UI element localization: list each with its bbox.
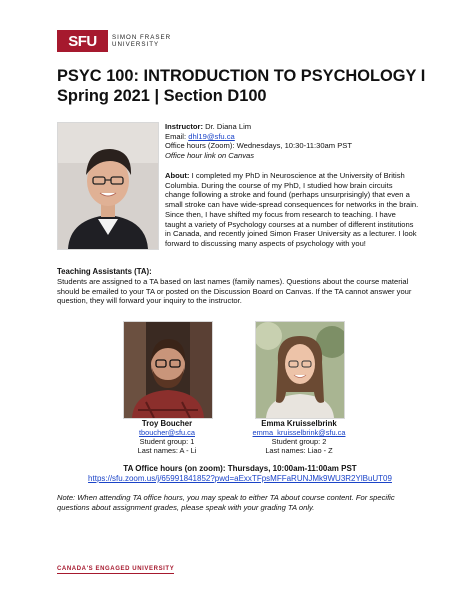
ta-emma-portrait-illustration xyxy=(256,322,344,418)
instructor-portrait-illustration xyxy=(58,123,158,249)
ta-office-hours-heading: TA Office hours (on zoom): Thursdays, 10:00am-11:00am PST xyxy=(123,464,357,473)
instructor-email-link[interactable]: dhl19@sfu.ca xyxy=(188,131,235,141)
instructor-info xyxy=(165,122,415,160)
ta-heading: Teaching Assistants (TA): xyxy=(57,267,152,276)
course-title-line-2: Spring 2021 | Section D100 xyxy=(57,87,267,105)
ta-last-names: Last names: A - Li xyxy=(137,446,197,455)
ta-student-group: Student group: 2 xyxy=(271,437,327,446)
ta-zoom-link[interactable]: https://sfu.zoom.us/j/65991841852?pwd=aExxTFpsMFFaRUNJMk9WU3R2YlBuUT09 xyxy=(88,474,392,483)
sfu-logo xyxy=(57,30,171,52)
course-title-line-1: PSYC 100: INTRODUCTION TO PSYCHOLOGY I xyxy=(57,67,426,85)
ta-name: Troy Boucher xyxy=(141,419,193,428)
ta-photo-troy xyxy=(123,321,213,419)
ta-office-hours xyxy=(57,464,423,484)
ta-note: Note: When attending TA office hours, you may speak to either TA about course content. For specific questions about assignment grades, please speak with your grading TA only. xyxy=(57,493,395,512)
ta-photo-emma xyxy=(255,321,345,419)
ta-student-group: Student group: 1 xyxy=(139,437,195,446)
instructor-email-label: Email: xyxy=(165,131,187,141)
about-label: About: xyxy=(165,171,190,180)
ta-email-link[interactable]: tboucher@sfu.ca xyxy=(139,428,195,437)
instructor-name: Dr. Diana Lim xyxy=(205,122,252,131)
instructor-label: Instructor: xyxy=(165,122,203,131)
ta-card-troy xyxy=(102,419,232,455)
instructor-about xyxy=(165,171,419,249)
instructor-photo xyxy=(57,122,159,250)
ta-last-names: Last names: Liao - Z xyxy=(265,446,333,455)
ta-card-emma xyxy=(234,419,364,455)
instructor-office-link-note: Office hour link on Canvas xyxy=(165,150,255,160)
logo-line-1: SIMON FRASER xyxy=(112,33,172,41)
ta-email-link[interactable]: emma_kruisselbrink@sfu.ca xyxy=(252,428,346,437)
instructor-office-hours: Office hours (Zoom): Wednesdays, 10:30-11:30am PST xyxy=(165,141,352,151)
sfu-logo-wordmark xyxy=(112,34,171,49)
course-title xyxy=(57,66,437,106)
about-text: I completed my PhD in Neuroscience at the University of British Columbia. During the course of my PhD, I studied how brain circuits change following a stroke and found (perhaps unsurprisingly) that even a small stroke can have wide-spread consequences for networks in the brain. Since then, I have shifted my focus from research to teaching. I have taught a variety of Psychology courses at a number of different institutions in Canada, and recently joined Simon Fraser University as a lecturer. I look forward to discussing many aspects of psychology with you! xyxy=(165,171,419,248)
ta-troy-portrait-illustration xyxy=(124,322,212,418)
sfu-logo-mark: SFU xyxy=(57,30,108,52)
instructor-email-line xyxy=(165,132,415,142)
ta-description: Students are assigned to a TA based on last names (family names). Questions about the course material should be emailed to your TA or posted on the Discussion Board on Canvas. If the TA cannot answer your question, they will forward your inquiry to the instructor. xyxy=(57,277,412,306)
footer-tagline: CANADA'S ENGAGED UNIVERSITY xyxy=(57,566,175,572)
ta-name: Emma Kruisselbrink xyxy=(261,419,337,428)
logo-line-2: UNIVERSITY xyxy=(112,41,160,48)
instructor-name-line xyxy=(165,122,415,132)
